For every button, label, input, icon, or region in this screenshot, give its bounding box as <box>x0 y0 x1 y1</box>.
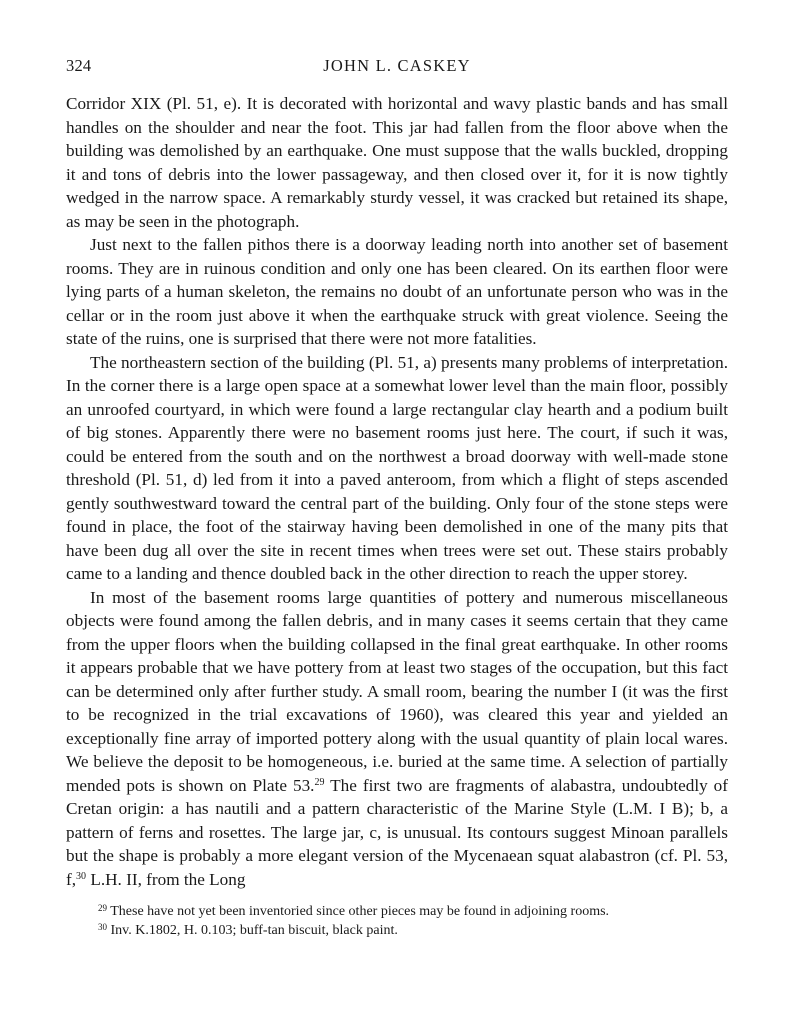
footnote-reference: 29 <box>314 776 325 788</box>
paragraph: Just next to the fallen pithos there is a doorway leading north into another set of basement rooms. They are in ruinous condition and only one has been cleared. On its earthen floor were lying parts of a human skeleton, the remains no doubt of an unfortunate person who was in the cellar or in the room just above it when the earthquake struck with great violence. Seeing the state of the ruins, one is surprised that there were not more fatalities. <box>66 235 728 348</box>
footnote-reference: 30 <box>76 870 87 882</box>
footnote-mark: 30 <box>98 921 107 932</box>
running-head <box>66 56 728 82</box>
paragraph-text: The first two are fragments of alabastra, undoubtedly of Cretan origin: a has nautili and a pattern characteristic of the Marine Style (L.M. I B); b, a pattern of ferns and rosettes. The large jar, c, is unusual. Its contours suggest Minoan parallels but the shape is probably a more elegant version of the Mycenaean squat alabastron (cf. Pl. 53, f, <box>66 775 729 889</box>
footnote-mark: 29 <box>98 903 107 913</box>
page <box>66 56 728 940</box>
footnote-text: These have not yet been inventoried since other pieces may be found in adjoining rooms. <box>110 904 610 919</box>
paragraph: The northeastern section of the building (Pl. 51, a) presents many problems of interpretation. In the corner there is a large open space at a somewhat lower level than the main floor, possibly an unroofed courtyard, in which were found a large rectangular clay hearth and a podium built of big stones. Apparently there were no basement rooms just here. The court, if such it was, could be entered from the south and on the northwest a broad doorway with well-made stone threshold (Pl. 51, d) led from it into a paved anteroom, from which a flight of steps ascended gently southwestward toward the central part of the building. Only four of the stone steps were found in place, the foot of the stairway having been demolished in one of the many pits that have been dug all over the site in recent times when trees were set out. These stairs probably came to a landing and thence doubled back in the other direction to reach the upper storey. <box>66 352 728 583</box>
footnote <box>66 922 728 941</box>
body-text <box>66 92 728 891</box>
page-number: 324 <box>66 56 92 75</box>
footnote <box>66 903 728 922</box>
paragraph <box>66 586 728 892</box>
paragraph: Corridor XIX (Pl. 51, e). It is decorated with horizontal and wavy plastic bands and has small handles on the shoulder and near the foot. This jar had fallen from the floor above when the building was demolished by an earthquake. One must suppose that the walls buckled, dropping it and tons of debris into the lower passageway, and then closed over it, for it is now tightly wedged in the narrow space. A remarkably sturdy vessel, it was cracked but retained its shape, as may be seen in the photograph. <box>66 94 728 231</box>
footnote-text: Inv. K.1802, H. 0.103; buff-tan biscuit, black paint. <box>110 922 398 938</box>
footnotes <box>66 903 728 940</box>
paragraph-text: L.H. II, from the Long <box>86 869 246 889</box>
paragraph-text: In most of the basement rooms large quantities of pottery and numerous miscellaneous objects were found among the fallen debris, and in many cases it seems certain that they came from the upper floors when the building collapsed in the final great earthquake. In other rooms it appears probable that we have pottery from at least two stages of the occupation, but this fact can be determined only after further study. A small room, bearing the number I (it was the first to be recognized in the trial excavations of 1960), was cleared this year and yielded an exceptionally fine array of imported pottery along with the usual quantity of plain local wares. We believe the deposit to be homogeneous, i.e. buried at the same time. A selection of partially mended pots is shown on Plate 53. <box>66 587 728 795</box>
running-title: JOHN L. CASKEY <box>323 56 471 75</box>
